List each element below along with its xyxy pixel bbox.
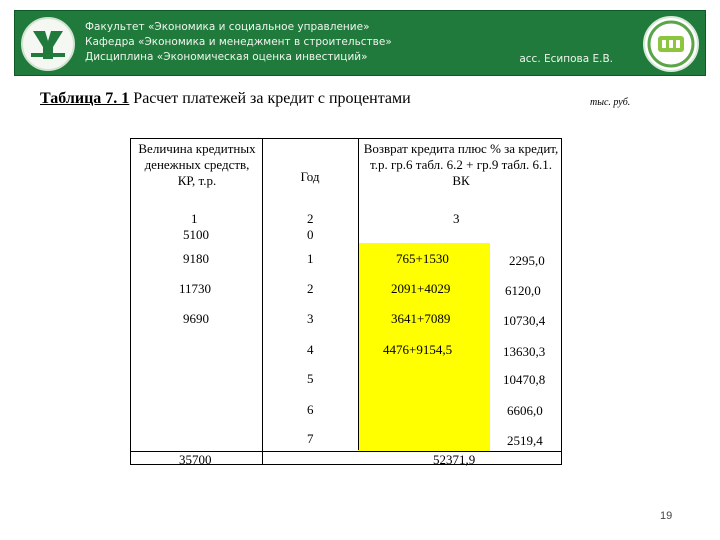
year-cell: 0 — [307, 227, 314, 242]
column-number: 3 — [453, 211, 460, 226]
column-number: 2 — [307, 211, 314, 226]
table-title: Расчет платежей за кредит с процентами — [133, 90, 411, 107]
total-cell: 2519,4 — [507, 433, 543, 448]
total-cell: 10730,4 — [503, 313, 546, 328]
total-cell: 6120,0 — [505, 283, 541, 298]
total-cell: 6606,0 — [507, 403, 543, 418]
formula-cell: 765+1530 — [396, 251, 449, 266]
header-year: Год — [300, 169, 320, 184]
header-repayment: Возврат кредита плюс % за кредит, т.р. гр.6 табл. 6.2 + гр.9 табл. 6.1. ВК — [363, 141, 559, 188]
faculty-line: Факультет «Экономика и социальное управление» — [85, 21, 370, 33]
total-credit-amount: 35700 — [179, 452, 212, 467]
credit-payments-table — [130, 138, 562, 465]
department-line: Кафедра «Экономика и менеджмент в строительстве» — [85, 36, 392, 48]
discipline-line: Дисциплина «Экономическая оценка инвестиций» — [85, 51, 368, 63]
column-divider — [358, 139, 359, 450]
column-number: 1 — [191, 211, 198, 226]
year-cell: 6 — [307, 402, 314, 417]
year-cell: 7 — [307, 431, 314, 446]
column-divider — [262, 139, 263, 464]
year-cell: 3 — [307, 311, 314, 326]
credit-amount-cell: 5100 — [183, 227, 209, 242]
year-cell: 1 — [307, 251, 314, 266]
credit-amount-cell: 9180 — [183, 251, 209, 266]
total-cell: 13630,3 — [503, 344, 546, 359]
author-name: асс. Есипова Е.В. — [519, 53, 613, 65]
units-label: тыс. руб. — [590, 97, 631, 108]
credit-amount-cell: 11730 — [179, 281, 212, 296]
total-cell: 2295,0 — [509, 253, 545, 268]
table-number: Таблица 7. 1 — [40, 90, 130, 107]
formula-cell: 4476+9154,5 — [383, 342, 453, 357]
department-logo — [643, 16, 699, 72]
university-logo — [21, 17, 75, 71]
credit-amount-cell: 9690 — [183, 311, 209, 326]
year-cell: 5 — [307, 371, 314, 386]
total-cell: 10470,8 — [503, 372, 546, 387]
header-credit-amount: Величина кредитных денежных средств, КР, т.р. — [138, 141, 256, 188]
formula-cell: 2091+4029 — [391, 281, 451, 296]
table-caption — [40, 90, 411, 108]
header-banner — [14, 10, 706, 76]
page-number: 19 — [660, 510, 673, 522]
year-cell: 2 — [307, 281, 314, 296]
formula-cell: 3641+7089 — [391, 311, 451, 326]
year-cell: 4 — [307, 342, 314, 357]
total-repayment: 52371,9 — [433, 452, 476, 467]
